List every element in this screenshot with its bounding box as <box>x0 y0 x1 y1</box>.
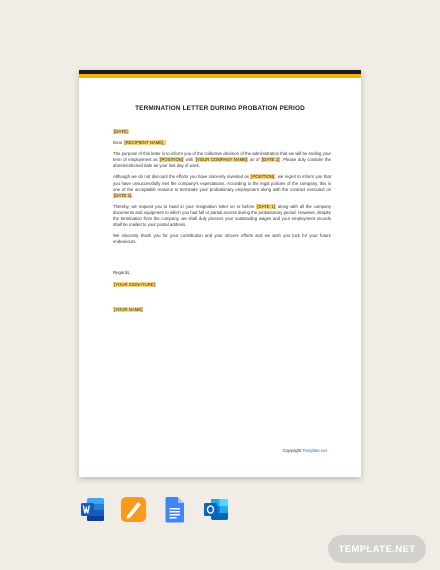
letter-body <box>113 129 331 318</box>
pages-icon[interactable] <box>120 496 147 523</box>
paragraph-2 <box>113 174 331 198</box>
p2-text-b: , we regret to inform you that you have unsuccessfully met the company's expectations. According to the legal policies of the company, this is one of the acceptable reasons to terminate your probationary employment along with the contract executed on <box>113 174 331 192</box>
app-icon-row <box>79 496 229 523</box>
date1-placeholder-2: [DATE 1] <box>257 203 276 209</box>
date2-placeholder: [DATE 2] <box>114 192 132 198</box>
paragraph-4: We sincerely thank you for your contribution and your sincere efforts and we wish you luck for your future endeavours. <box>113 233 331 245</box>
google-docs-icon[interactable] <box>161 496 188 523</box>
document-title: TERMINATION LETTER DURING PROBATION PERIOD <box>135 105 305 112</box>
copyright-line <box>283 448 327 453</box>
template-net-watermark[interactable]: TEMPLATE.NET <box>328 535 426 563</box>
paragraph-1 <box>113 151 331 169</box>
date1-placeholder: [DATE 1] <box>262 157 280 163</box>
p2-text-a: Although we do not discount the efforts you have sincerely invested as <box>113 174 249 180</box>
copyright-text: Copyright <box>282 448 302 453</box>
name-line <box>113 307 331 313</box>
p1-text-b: with <box>185 157 194 163</box>
recipient-placeholder: [RECIPIENT NAME], <box>124 140 165 146</box>
p1-text-c: as of <box>249 157 260 163</box>
p3-text-b: along with all the company documents and equipment to which you had full or partial access during the probationary period. However, despite the termination from the company, we shall duly process your outstanding wages and your employment records shall be mailed to your postal address. <box>113 203 332 228</box>
salutation-line <box>113 140 331 146</box>
signature-line <box>113 282 331 288</box>
outlook-icon[interactable] <box>202 496 229 523</box>
name-placeholder: [YOUR NAME] <box>114 306 143 312</box>
p1-text-a: The purpose of this letter is to inform you of the collective decision of the administration that we will be ending your term of employment as <box>113 151 331 163</box>
position-placeholder-2: [POSITION] <box>251 174 275 180</box>
salutation: Dear <box>113 140 123 146</box>
p2-text-c: . <box>132 192 134 198</box>
copyright-brand: Template.net <box>302 448 327 453</box>
document-page <box>79 70 361 477</box>
p3-text-a: Thereby, we request you to hand in your resignation letter on or before <box>113 203 255 209</box>
word-icon[interactable] <box>79 496 106 523</box>
signature-placeholder: [YOUR SIGNATURE] <box>114 281 155 287</box>
position-placeholder: [POSITION] <box>160 157 184 163</box>
company-placeholder: [YOUR COMPANY NAME] <box>195 157 248 163</box>
paragraph-3 <box>113 204 331 228</box>
header-stripe-yellow <box>79 74 361 78</box>
p1-text-d: . Please duly consider the aforementioned date as your last day of work. <box>113 157 331 169</box>
date-line <box>113 129 331 135</box>
closing: Regards, <box>113 270 131 276</box>
date-placeholder: [DATE] <box>114 129 128 134</box>
